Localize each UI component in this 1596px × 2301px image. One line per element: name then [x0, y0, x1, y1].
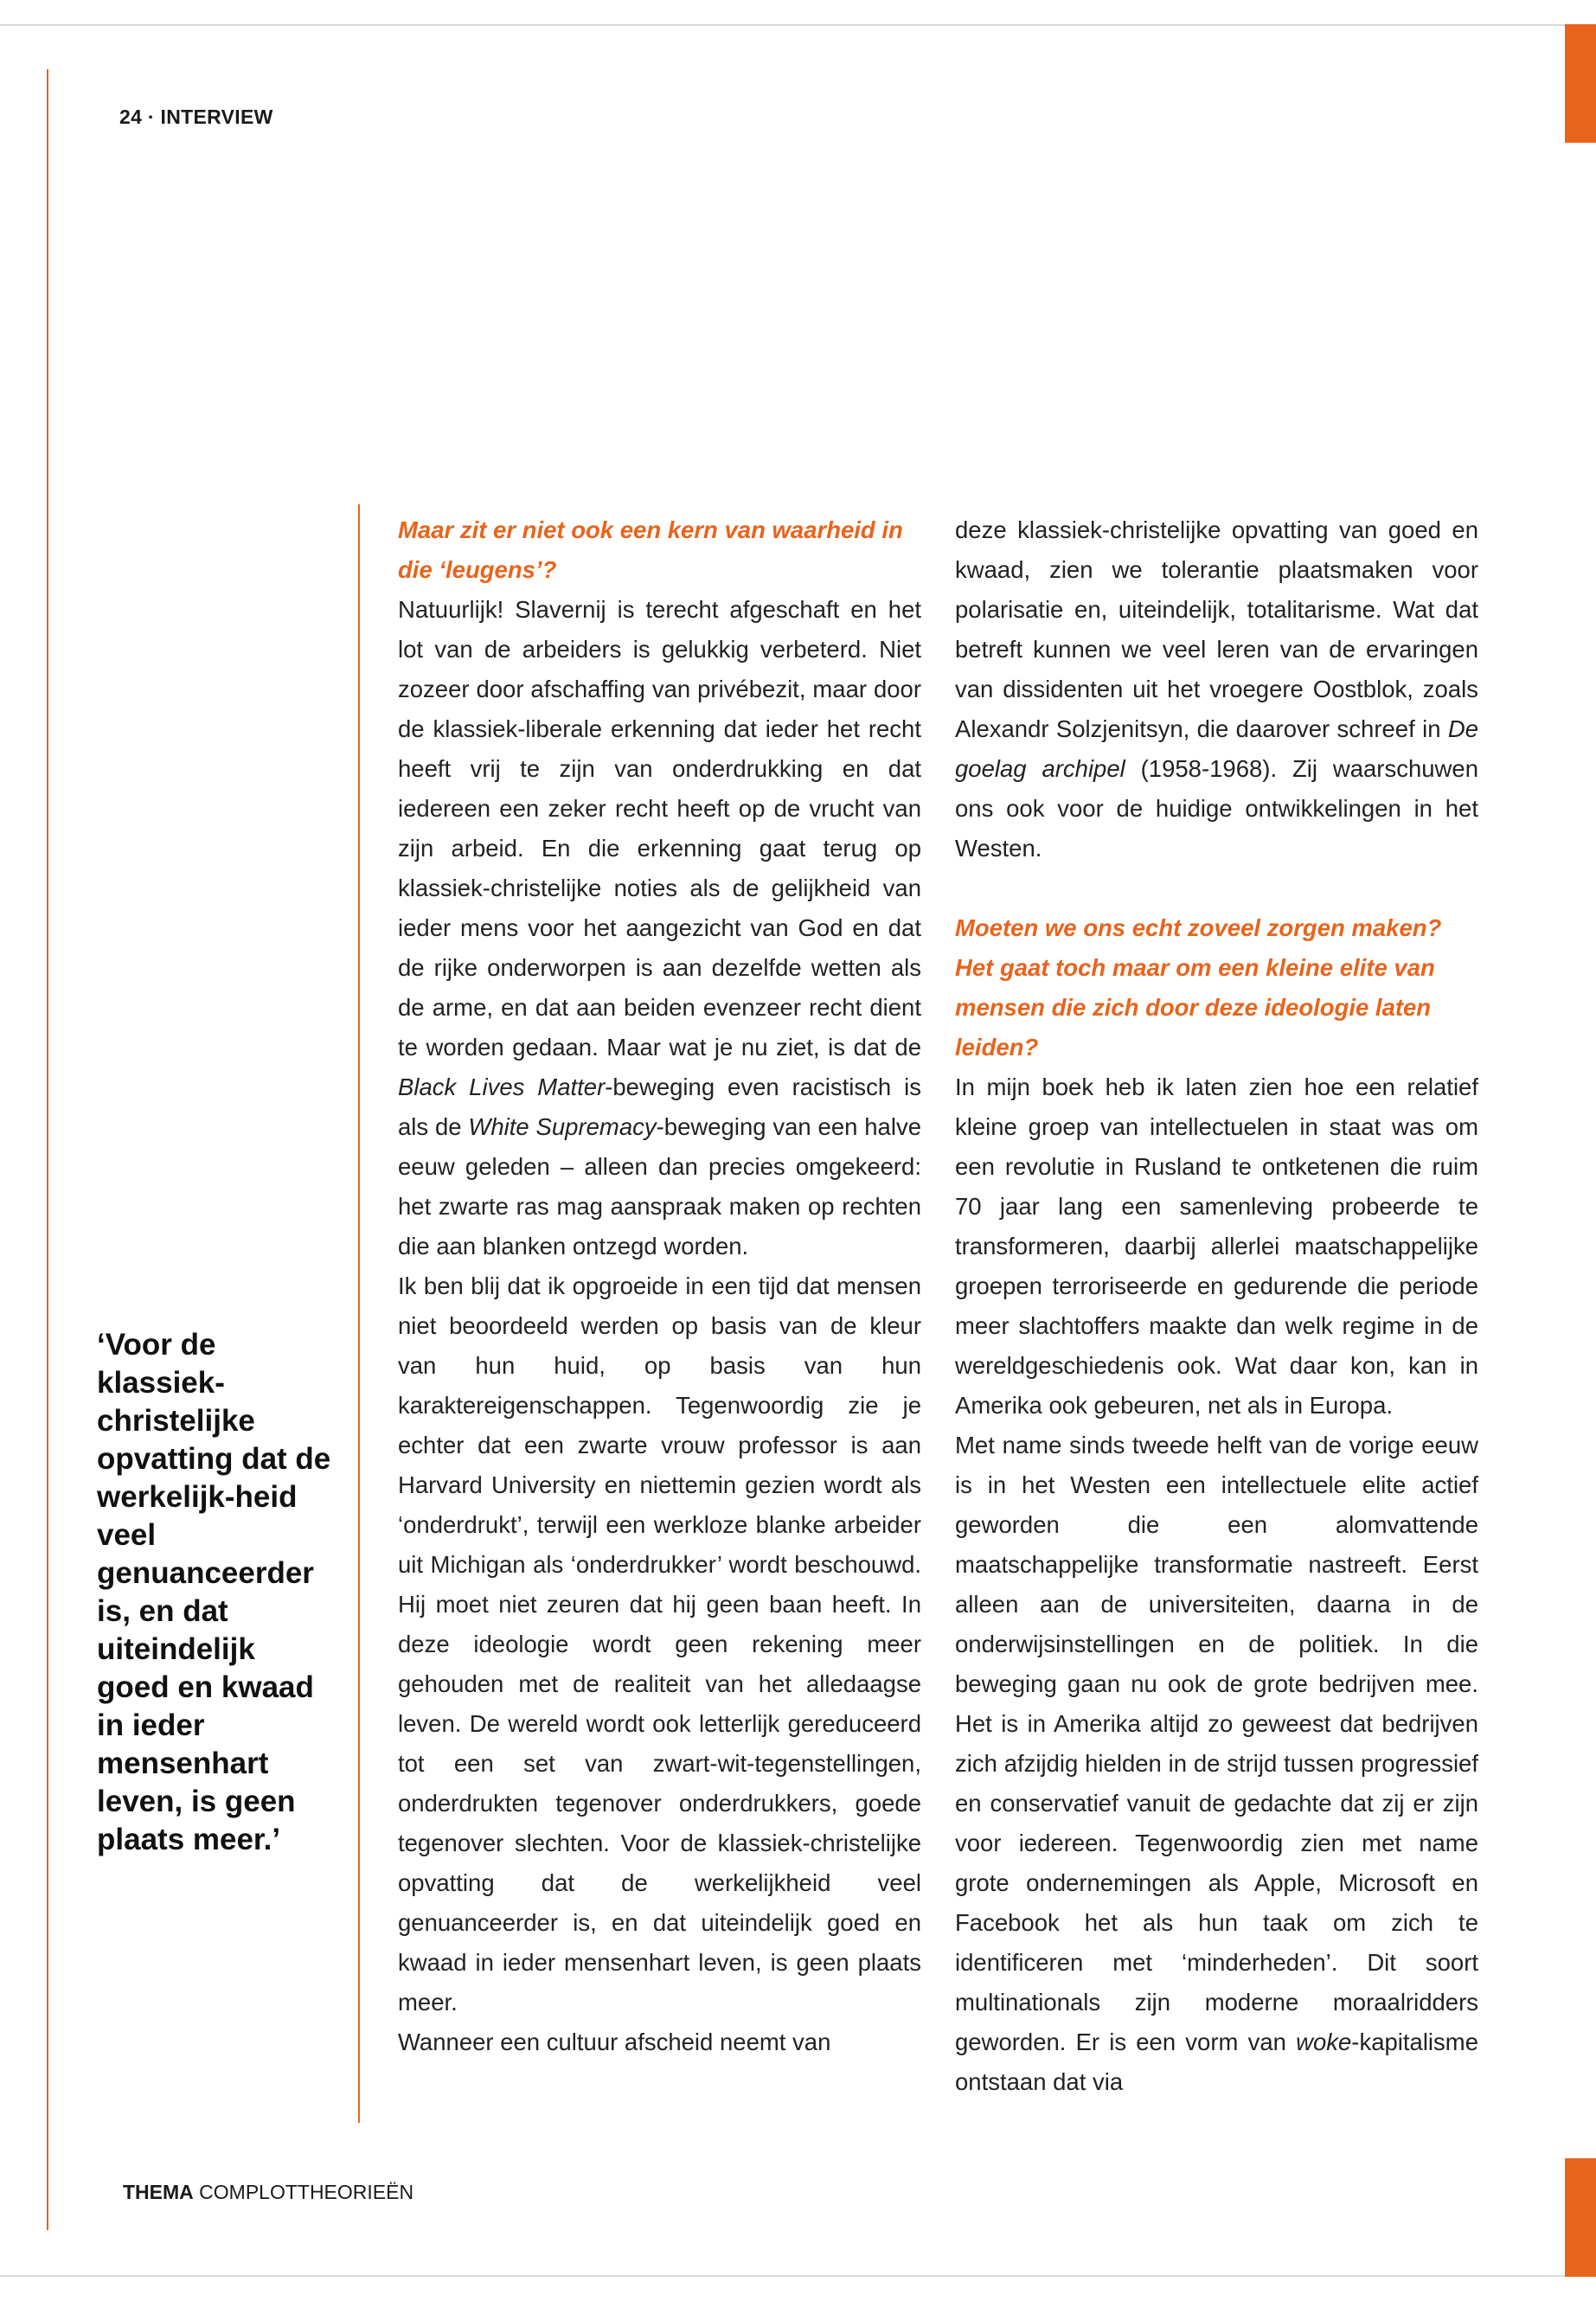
- spacer: [955, 868, 1478, 908]
- interview-question: Moeten we ons echt zoveel zorgen maken? Het gaat toch maar om een kleine elite van mensen die zich door deze ideologie laten leiden?: [955, 914, 1442, 1061]
- orange-tab-top: [1565, 24, 1596, 143]
- paragraph: deze klassiek-christelijke opvatting van goed en kwaad, zien we tolerantie plaatsmaken voor polarisatie en, uiteindelijk, totalitarisme. Wat dat betreft kunnen we veel leren van de ervaringen van dissidenten uit het vroegere Oostblok, zoals Alexandr Solzjenitsyn, die daarover schreef in De goelag archipel (1958-1968). Zij waarschuwen ons ook voor de huidige ontwikkelingen in het Westen.: [955, 516, 1478, 862]
- article-column-left: [398, 510, 921, 2062]
- orange-tab-bottom: [1565, 2158, 1596, 2277]
- article-column-right: [955, 510, 1478, 2102]
- paragraph: Ik ben blij dat ik opgroeide in een tijd dat mensen niet beoordeeld werden op basis van de kleur van hun huid, op basis van hun karaktereigenschappen. Tegenwoordig zie je echter dat een zwarte vrouw professor is aan Harvard University en niettemin gezien wordt als ‘onderdrukt’, terwijl een werkloze blanke arbeider uit Michigan als ‘onderdrukker’ wordt beschouwd. Hij moet niet zeuren dat hij geen baan heeft. In deze ideologie wordt geen rekening meer gehouden met de realiteit van het alledaagse leven. De wereld wordt ook letterlijk gereduceerd tot een set van zwart-wit-tegenstellingen, onderdrukten tegenover onderdrukkers, goede tegenover slechten. Voor de klassiek-christelijke opvatting dat de werkelijkheid veel genuanceerder is, en dat uiteindelijk goed en kwaad in ieder mensenhart leven, is geen plaats meer.: [398, 1272, 921, 2016]
- interview-question: Maar zit er niet ook een kern van waarheid in die ‘leugens’?: [398, 516, 903, 583]
- pull-quote: ‘Voor de klassiek-christelijke opvatting dat de werkelijk-heid veel genuanceerder is, en dat uiteindelijk goed en kwaad in ieder mensenhart leven, is geen plaats meer.’: [97, 1328, 331, 1856]
- paragraph: Met name sinds tweede helft van de vorige eeuw is in het Westen een intellectuele elite actief geworden die een alomvattende maatschappelijke transformatie nastreeft. Eerst alleen aan de universiteiten, daarna in de onderwijsinstellingen en de politiek. In die beweging gaan nu ook de grote bedrijven mee. Het is in Amerika altijd zo geweest dat bedrijven zich afzijdig hielden in de strijd tussen progressief en conservatief vanuit de gedachte dat zij er zijn voor iedereen. Tegenwoordig zien met name grote ondernemingen als Apple, Microsoft en Facebook het als hun taak om zich te identificeren met ‘minderheden’. Dit soort multinationals zijn moderne moraalridders geworden. Er is een vorm van woke-kapitalisme ontstaan dat via: [955, 1432, 1478, 2095]
- paragraph: Natuurlijk! Slavernij is terecht afgeschaft en het lot van de arbeiders is gelukkig verbeterd. Niet zozeer door afschaffing van privébezit, maar door de klassiek-liberale erkenning dat ieder het recht heeft vrij te zijn van onderdrukking en dat iedereen een zeker recht heeft op de vrucht van zijn arbeid. En die erkenning gaat terug op klassiek-christelijke noties als de gelijkheid van ieder mens voor het aangezicht van God en dat de rijke onderworpen is aan dezelfde wetten als de arme, en dat aan beiden evenzeer recht dient te worden gedaan. Maar wat je nu ziet, is dat de Black Lives Matter-beweging even racistisch is als de White Supremacy-beweging van een halve eeuw geleden – alleen dan precies omgekeerd: het zwarte ras mag aanspraak maken op rechten die aan blanken ontzegd worden.: [398, 596, 921, 1259]
- column-rule: [358, 504, 360, 2123]
- left-rule: [47, 69, 48, 2230]
- paragraph: In mijn boek heb ik laten zien hoe een relatief kleine groep van intellectuelen in staat was om een revolutie in Rusland te ontketenen die ruim 70 jaar lang een samenleving probeerde te transformeren, daarbij allerlei maatschappelijke groepen terroriseerde en gedurende die periode meer slachtoffers maakte dan welk regime in de wereldgeschiedenis ook. Wat daar kon, kan in Amerika ook gebeuren, net als in Europa.: [955, 1074, 1478, 1419]
- running-head: 24 · INTERVIEW: [119, 106, 273, 128]
- footer-section-label: THEMA COMPLOTTHEORIEËN: [123, 2181, 414, 2203]
- paragraph: Wanneer een cultuur afscheid neemt van: [398, 2029, 831, 2055]
